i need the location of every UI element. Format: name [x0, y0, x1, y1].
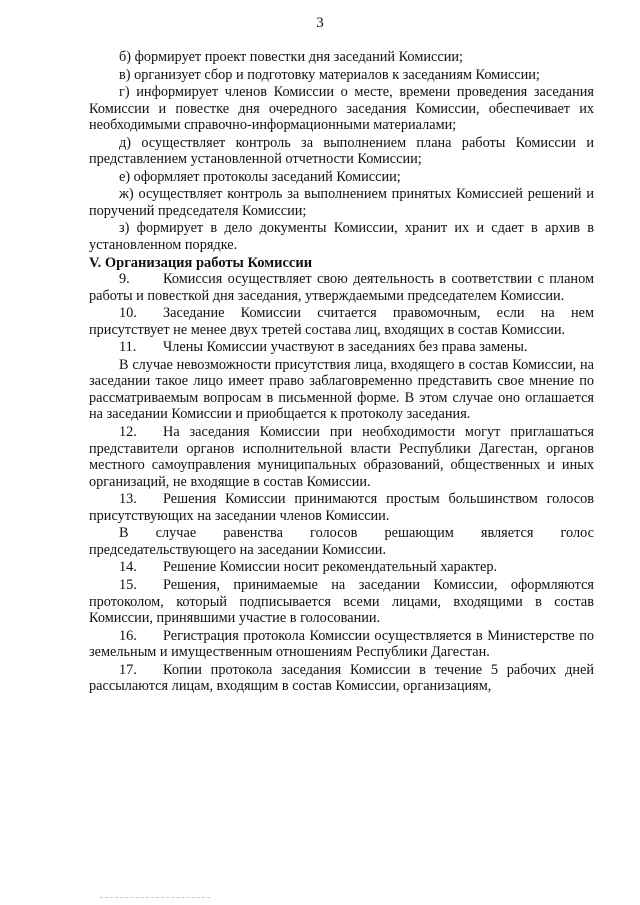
clause-continuation: В случае равенства голосов решающим является голос председательствующего на заседании Комиссии. — [89, 525, 594, 558]
clause-continuation: В случае невозможности присутствия лица, входящего в состав Комиссии, на заседании такое лицо имеет право заблаговременно представить свое мнение по рассматриваемым вопросам в письменной форме. В этом случае оно оглашается на заседании Комиссии и приобщается к протоколу заседания. — [89, 356, 594, 423]
clause-number: 11. — [119, 339, 137, 356]
clause-text: Заседание Комиссии считается правомочным, если на нем присутствует не менее двух третей состава лиц, входящих в состав Комиссии. — [89, 305, 594, 338]
clause-text: Решения Комиссии принимаются простым большинством голосов присутствующих на заседании членов Комиссии. — [89, 491, 594, 524]
clause-text: Решения, принимаемые на заседании Комиссии, оформляются протоколом, который подписывается всеми лицами, входящими в состав Комиссии, принявшими участие в голосовании. — [89, 576, 594, 627]
clause-number: 10. — [119, 305, 137, 322]
clause — [89, 662, 594, 695]
clause — [89, 628, 594, 661]
clause-text: Комиссия осуществляет свою деятельность в соответствии с планом работы и повесткой дня заседания, утверждаемыми председателем Комиссии. — [89, 271, 594, 304]
list-item: з) формирует в дело документы Комиссии, хранит их и сдает в архив в установленном порядке. — [89, 220, 594, 254]
clause — [89, 577, 594, 627]
clause — [89, 305, 594, 338]
clause-text: Члены Комиссии участвуют в заседаниях без права замены. — [163, 339, 528, 356]
clause-text: Решение Комиссии носит рекомендательный характер. — [163, 559, 498, 576]
section-heading: V. Организация работы Комиссии — [89, 254, 313, 271]
scan-artifact — [100, 897, 210, 900]
clause-text: Регистрация протокола Комиссии осуществляется в Министерстве по земельным и имущественным отношениям Республики Дагестан. — [89, 627, 594, 661]
clause — [89, 339, 594, 356]
list-item: в) организует сбор и подготовку материалов к заседаниям Комиссии; — [119, 66, 540, 83]
duties-list — [89, 49, 594, 254]
clause-text: На заседания Комиссии при необходимости могут приглашаться представители органов исполнительной власти Республики Дагестан, органов местного самоуправления муниципальных образований, общественных и иных организаций, не входящие в состав Комиссии. — [89, 424, 594, 490]
clause — [89, 271, 594, 304]
list-item: г) информирует членов Комиссии о месте, времени проведения заседания Комиссии и повестке дня очередного заседания Комиссии, обеспечивает их необходимыми справочно-информационными материалами; — [89, 84, 594, 134]
clause-number: 16. — [119, 627, 137, 644]
clause-number: 12. — [119, 424, 137, 441]
list-item: д) осуществляет контроль за выполнением плана работы Комиссии и представлением установленной отчетности Комиссии; — [89, 134, 594, 168]
list-item: б) формирует проект повестки дня заседаний Комиссии; — [119, 49, 463, 65]
clauses-list — [89, 271, 594, 695]
clause-text: Копии протокола заседания Комиссии в течение 5 рабочих дней рассылаются лицам, входящим в состав Комиссии, организациям, — [89, 661, 594, 695]
list-item: е) оформляет протоколы заседаний Комиссии; — [119, 168, 401, 185]
document-body — [89, 49, 594, 696]
clause-number: 14. — [119, 559, 137, 576]
clause — [89, 559, 594, 576]
clause — [89, 491, 594, 524]
clause-number: 9. — [119, 271, 130, 288]
clause-number: 13. — [119, 491, 137, 508]
clause — [89, 424, 594, 490]
list-item: ж) осуществляет контроль за выполнением принятых Комиссией решений и поручений председателя Комиссии; — [89, 186, 594, 219]
clause-number: 17. — [119, 661, 137, 678]
clause-number: 15. — [119, 576, 137, 593]
page-number: 3 — [316, 15, 324, 31]
